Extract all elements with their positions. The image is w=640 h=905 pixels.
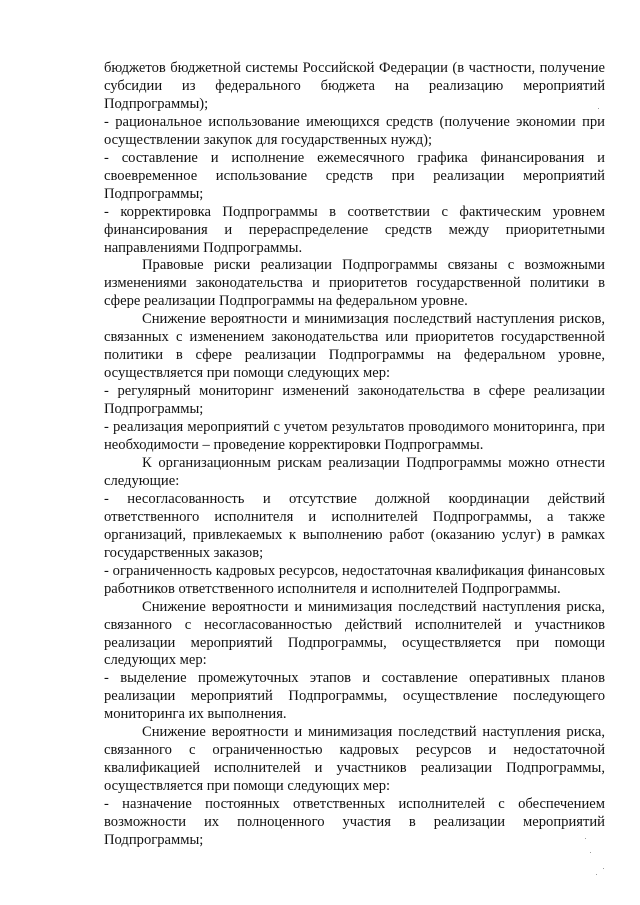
- scan-speck: [596, 874, 597, 875]
- bullet-legislation-monitoring: - регулярный мониторинг изменений законодательства в сфере реализации Подпрограммы;: [104, 383, 605, 418]
- paragraph-legal-risks: Правовые риски реализации Подпрограммы связаны с возможными изменениями законодательства и приоритетов государственной политики в сфере реализации Подпрограммы на федеральном уровне.: [104, 257, 605, 310]
- bullet-monitoring-based-actions: - реализация мероприятий с учетом результатов проводимого мониторинга, при необходимости – проведение корректировки Подпрограммы.: [104, 419, 605, 454]
- paragraph-legal-risk-mitigation: Снижение вероятности и минимизация последствий наступления рисков, связанных с изменением законодательства или приоритетов государственной политики в сфере реализации Подпрограммы на федеральном уровне, осуществляется при помощи следующих мер:: [104, 311, 605, 382]
- bullet-program-correction: - корректировка Подпрограммы в соответствии с фактическим уровнем финансирования и перераспределение средств между приоритетными направлениями Подпрограммы.: [104, 203, 605, 256]
- bullet-intermediate-stages: - выделение промежуточных этапов и составление оперативных планов реализации мероприятий Подпрограммы, осуществление последующего мониторинга их выполнения.: [104, 670, 605, 723]
- scan-speck: [603, 868, 604, 869]
- paragraph-coordination-risk-mitigation: Снижение вероятности и минимизация последствий наступления риска, связанного с несогласованностью действий исполнителей и участников реализации мероприятий Подпрограммы, осуществляется при помощи следующих мер:: [104, 598, 605, 669]
- paragraph-budget-continuation: бюджетов бюджетной системы Российской Федерации (в частности, получение субсидии из федерального бюджета на реализацию мероприятий Подпрограммы);: [104, 60, 605, 112]
- document-body: [104, 60, 605, 850]
- scan-speck: [585, 838, 586, 839]
- bullet-rational-use: - рациональное использование имеющихся средств (получение экономии при осуществлении закупок для государственных нужд);: [104, 113, 605, 148]
- bullet-permanent-executors: - назначение постоянных ответственных исполнителей с обеспечением возможности их полноценного участия в реализации мероприятий Подпрограммы;: [104, 796, 605, 848]
- paragraph-organizational-risks: К организационным рискам реализации Подпрограммы можно отнести следующие:: [104, 454, 605, 489]
- bullet-monthly-schedule: - составление и исполнение ежемесячного графика финансирования и своевременное использование средств при реализации мероприятий Подпрограммы;: [104, 149, 605, 202]
- bullet-limited-staff: - ограниченность кадровых ресурсов, недостаточная квалификация финансовых работников ответственного исполнителя и исполнителей Подпрограммы.: [104, 562, 605, 597]
- bullet-lack-of-coordination: - несогласованность и отсутствие должной координации действий ответственного исполнителя и исполнителей Подпрограммы, а также организаций, привлекаемых к выполнению работ (оказанию услуг) в рамках государственных заказов;: [104, 490, 605, 561]
- paragraph-staff-risk-mitigation: Снижение вероятности и минимизация последствий наступления риска, связанного с ограниченностью кадровых ресурсов и недостаточной квалификацией исполнителей и участников реализации Подпрограммы, осуществляется при помощи следующих мер:: [104, 724, 605, 795]
- scan-speck: [598, 108, 599, 109]
- scan-speck: [590, 852, 591, 853]
